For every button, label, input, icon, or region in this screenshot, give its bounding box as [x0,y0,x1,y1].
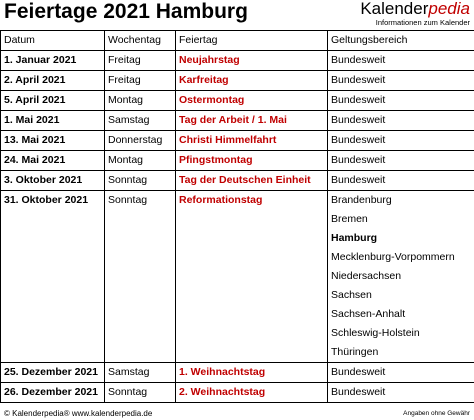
table-row [1,71,474,91]
cell-date: 26. Dezember 2021 [1,383,105,403]
cell-date: 13. Mai 2021 [1,131,105,151]
footer [0,408,474,420]
region-item: Sachsen-Anhalt [331,308,406,320]
cell-holiday: Ostermontag [176,91,328,111]
logo-text-accent: pedia [428,0,470,18]
cell-holiday: Christi Himmelfahrt [176,131,328,151]
cell-weekday: Montag [105,91,176,111]
cell-weekday: Sonntag [105,383,176,403]
cell-region [328,191,474,363]
table-row [1,151,474,171]
kalenderpedia-logo[interactable] [360,0,470,27]
cell-weekday: Sonntag [105,171,176,191]
cell-date: 3. Oktober 2021 [1,171,105,191]
cell-weekday: Freitag [105,51,176,71]
region-item: Sachsen [331,289,372,301]
cell-holiday: Pfingstmontag [176,151,328,171]
cell-region: Bundesweit [328,383,474,403]
logo-text-plain: Kalender [360,0,429,18]
cell-date: 24. Mai 2021 [1,151,105,171]
footer-copyright: © Kalenderpedia® www.kalenderpedia.de [4,409,153,418]
cell-region: Bundesweit [328,363,474,383]
cell-weekday: Donnerstag [105,131,176,151]
table-row [1,191,474,363]
cell-weekday: Freitag [105,71,176,91]
cell-date: 1. Mai 2021 [1,111,105,131]
cell-region: Bundesweit [328,91,474,111]
table-header-row [1,31,474,51]
cell-date: 1. Januar 2021 [1,51,105,71]
page-title: Feiertage 2021 Hamburg [4,0,248,23]
cell-holiday: Karfreitag [176,71,328,91]
column-header-region: Geltungsbereich [328,31,474,51]
cell-region: Bundesweit [328,71,474,91]
cell-region: Bundesweit [328,111,474,131]
region-item: Hamburg [331,232,378,244]
region-item: Mecklenburg-Vorpommern [331,251,455,263]
cell-date: 2. April 2021 [1,71,105,91]
column-header-holiday: Feiertag [176,31,328,51]
region-item: Thüringen [331,346,379,358]
cell-region: Bundesweit [328,151,474,171]
footer-disclaimer: Angaben ohne Gewähr [403,410,470,417]
column-header-weekday: Wochentag [105,31,176,51]
cell-holiday: 1. Weihnachtstag [176,363,328,383]
cell-weekday: Samstag [105,363,176,383]
region-item: Niedersachsen [331,270,402,282]
cell-weekday: Samstag [105,111,176,131]
table-row [1,383,474,403]
holiday-table [0,30,474,403]
cell-weekday: Montag [105,151,176,171]
cell-holiday: Tag der Arbeit / 1. Mai [176,111,328,131]
cell-weekday: Sonntag [105,191,176,363]
table-row [1,51,474,71]
logo-tagline: Informationen zum Kalender [375,18,470,27]
table-row [1,171,474,191]
cell-date: 25. Dezember 2021 [1,363,105,383]
cell-holiday: Tag der Deutschen Einheit [176,171,328,191]
cell-region: Bundesweit [328,131,474,151]
table-row [1,91,474,111]
region-item: Bremen [331,213,368,225]
cell-date: 5. April 2021 [1,91,105,111]
cell-region: Bundesweit [328,51,474,71]
region-item: Brandenburg [331,194,392,206]
table-row [1,111,474,131]
cell-date: 31. Oktober 2021 [1,191,105,363]
column-header-date: Datum [1,31,105,51]
cell-holiday: Neujahrstag [176,51,328,71]
region-item: Schleswig-Holstein [331,327,420,339]
cell-region: Bundesweit [328,171,474,191]
table-row [1,131,474,151]
table-body [1,51,474,403]
table-row [1,363,474,383]
cell-holiday: Reformationstag [176,191,328,363]
cell-holiday: 2. Weihnachtstag [176,383,328,403]
